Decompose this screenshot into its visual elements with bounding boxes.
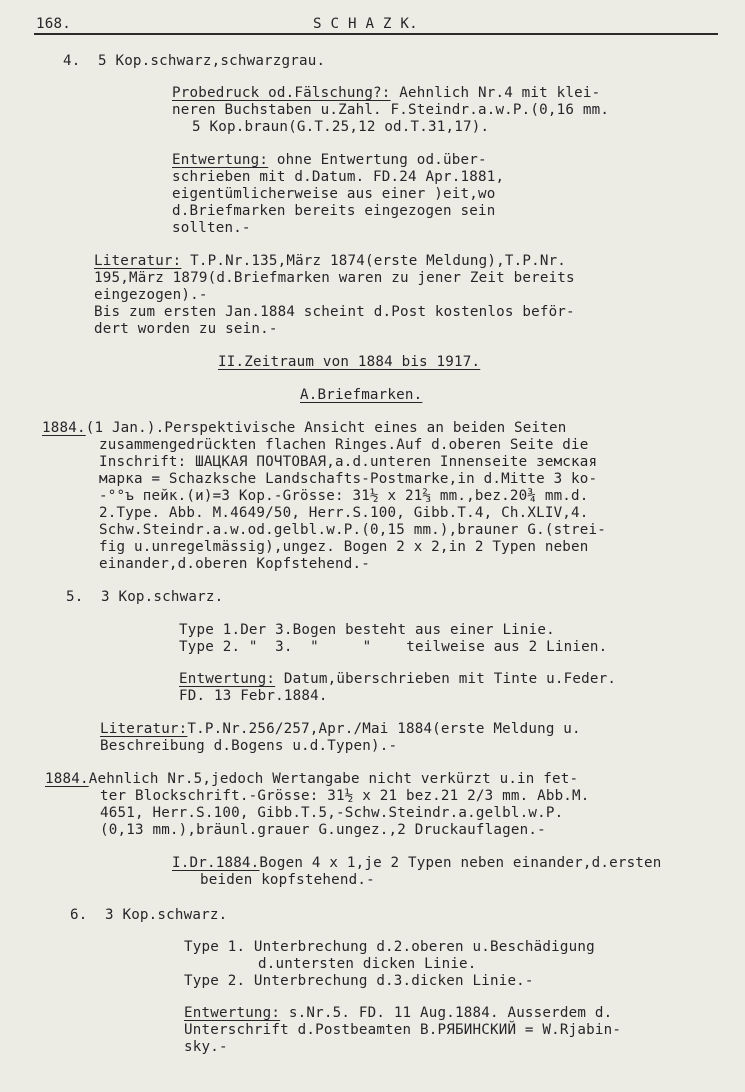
probedruck-line-3: 5 Kop.braun(G.T.25,12 od.T.31,17). [192, 119, 490, 135]
item-5-entwertung-line-1 [179, 671, 616, 688]
item-5-entwertung-line-2: FD. 13 Febr.1884. [179, 688, 328, 704]
entry-1884a-line-5: -°°ъ пейк.(и)=3 Kop.-Grösse: 31½ x 21⅔ mm.,bez.20¾ mm.d. [99, 488, 589, 504]
entry-1884b-line-2: ter Blockschrift.-Grösse: 31½ x 21 bez.21 2/3 mm. Abb.M. [100, 788, 590, 804]
item-6-entwertung-label: Entwertung: [184, 1005, 281, 1021]
item-6-entwertung-line-3: sky.- [184, 1039, 228, 1055]
druck-text: Bogen 4 x 1,je 2 Typen neben einander,d.ersten [259, 855, 662, 871]
entry-1884a-line-1 [42, 420, 567, 437]
item-5-type-1: Type 1.Der 3.Bogen besteht aus einer Linie. [179, 622, 555, 638]
entwertung-1-line-5: sollten.- [172, 220, 251, 236]
probedruck-text: Aehnlich Nr.4 mit klei- [390, 85, 601, 101]
entwertung-1-line-2: schrieben mit d.Datum. FD.24 Apr.1881, [172, 169, 505, 185]
item-6-type-1-line-2: d.untersten dicken Linie. [258, 956, 477, 972]
item-5-literatur-text: T.P.Nr.256/257,Apr./Mai 1884(erste Meldung u. [187, 721, 581, 737]
literatur-1-line-4: Bis zum ersten Jan.1884 scheint d.Post kostenlos beför- [94, 304, 575, 320]
entry-1884a-line-6: 2.Type. Abb. M.4649/50, Herr.S.100, Gibb.T.4, Ch.XLIV,4. [99, 505, 589, 521]
item-6-entwertung-line-2: Unterschrift d.Postbeamten В.РЯБИНСКИЙ = W.Rjabin- [184, 1022, 622, 1038]
entry-1884b-year: 1884. [45, 771, 89, 787]
item-5-heading: 5. 3 Kop.schwarz. [66, 589, 224, 605]
subheading-briefmarken: A.Briefmarken. [300, 387, 423, 403]
entry-1884b-line-4: (0,13 mm.),bräunl.grauer G.ungez.,2 Druckauflagen.- [100, 822, 546, 838]
period-heading: II.Zeitraum von 1884 bis 1917. [218, 354, 481, 370]
entry-1884a-line-7: Schw.Steindr.a.w.od.gelbl.w.P.(0,15 mm.),brauner G.(strei- [99, 522, 607, 538]
entwertung-1-label: Entwertung: [172, 152, 269, 168]
druck-line-2: beiden kopfstehend.- [200, 872, 375, 888]
entry-1884a-line-2: zusammengedrückten flachen Ringes.Auf d.oberen Seite die [99, 437, 589, 453]
item-5-literatur-line-1 [100, 721, 581, 738]
literatur-1-line-2: 195,März 1879(d.Briefmarken waren zu jener Zeit bereits [94, 270, 575, 286]
entry-1884a-line-9: einander,d.oberen Kopfstehend.- [99, 556, 370, 572]
entry-1884a-line-4: марка = Schazksche Landschafts-Postmarke,in d.Mitte 3 ko- [99, 471, 598, 487]
running-title: S C H A Z K. [313, 16, 418, 32]
druck-label: I.Dr.1884. [172, 855, 260, 871]
probedruck-label: Probedruck od.Fälschung?: [172, 85, 391, 101]
entwertung-1-text: ohne Entwertung od.über- [268, 152, 487, 168]
literatur-1-line-1 [94, 253, 566, 270]
entry-1884a-text: (1 Jan.).Perspektivische Ansicht eines an beiden Seiten [85, 420, 567, 436]
entry-1884b-line-3: 4651, Herr.S.100, Gibb.T.5,-Schw.Steindr.a.gelbl.w.P. [100, 805, 564, 821]
item-6-entwertung-text: s.Nr.5. FD. 11 Aug.1884. Ausserdem d. [280, 1005, 613, 1021]
probedruck-line-1 [172, 85, 600, 102]
entwertung-1-line-1 [172, 152, 487, 169]
entry-1884a-year: 1884. [42, 420, 86, 436]
literatur-1-text: T.P.Nr.135,März 1874(erste Meldung),T.P.Nr. [181, 253, 567, 269]
item-5-entwertung-text: Datum,überschrieben mit Tinte u.Feder. [275, 671, 617, 687]
probedruck-line-2: neren Buchstaben u.Zahl. F.Steindr.a.w.P.(0,16 mm. [172, 102, 610, 118]
entry-1884b-line-1 [45, 771, 578, 788]
item-6-type-2: Type 2. Unterbrechung d.3.dicken Linie.- [184, 973, 534, 989]
item-5-entwertung-label: Entwertung: [179, 671, 276, 687]
druck-line-1 [172, 855, 662, 872]
literatur-1-label: Literatur: [94, 253, 182, 269]
header-rule [34, 33, 718, 35]
item-5-type-2: Type 2. " 3. " " teilweise aus 2 Linien. [179, 639, 608, 655]
entwertung-1-line-3: eigentümlicherweise aus einer )eit,wo [172, 186, 496, 202]
item-5-literatur-line-2: Beschreibung d.Bogens u.d.Typen).- [100, 738, 398, 754]
item-4-heading: 4. 5 Kop.schwarz,schwarzgrau. [63, 53, 326, 69]
literatur-1-line-3: eingezogen).- [94, 287, 208, 303]
item-6-entwertung-line-1 [184, 1005, 612, 1022]
entry-1884b-text: Aehnlich Nr.5,jedoch Wertangabe nicht verkürzt u.in fet- [88, 771, 579, 787]
entry-1884a-line-8: fig u.unregelmässig),ungez. Bogen 2 x 2,in 2 Typen neben [99, 539, 589, 555]
page-number: 168. [36, 16, 71, 32]
item-5-literatur-label: Literatur: [100, 721, 188, 737]
item-6-heading: 6. 3 Kop.schwarz. [70, 907, 228, 923]
entwertung-1-line-4: d.Briefmarken bereits eingezogen sein [172, 203, 496, 219]
entry-1884a-line-3: Inschrift: ШАЦКАЯ ПОЧТОВАЯ,a.d.unteren Innenseite земская [99, 454, 598, 470]
item-6-type-1-line-1: Type 1. Unterbrechung d.2.oberen u.Beschädigung [184, 939, 595, 955]
literatur-1-line-5: dert worden zu sein.- [94, 321, 278, 337]
